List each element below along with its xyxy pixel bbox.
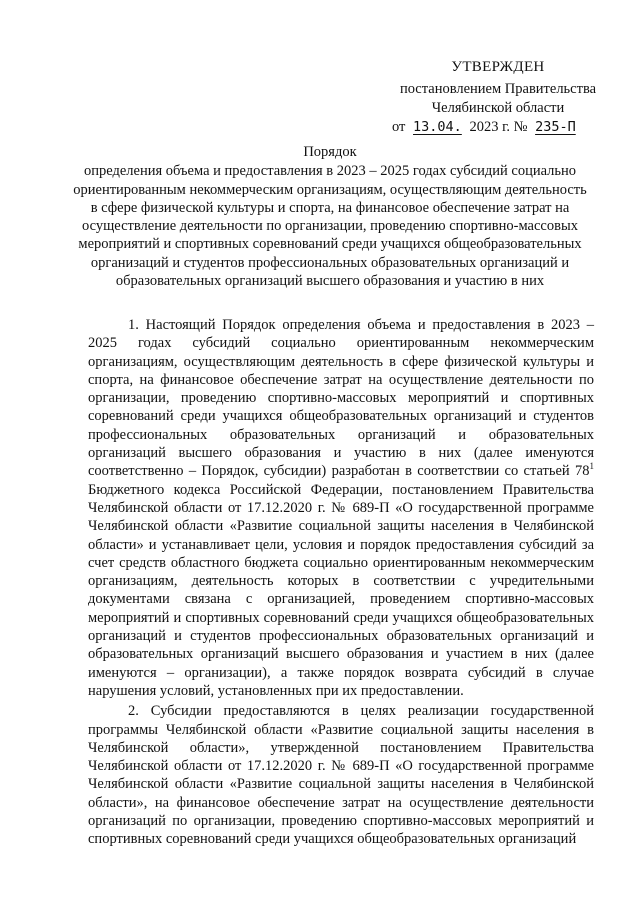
approval-date-number	[378, 118, 618, 137]
approval-line-2: Челябинской области	[431, 100, 565, 116]
paragraph-1-part-a: 1. Настоящий Порядок определения объема и предоставления в 2023 – 2025 годах субсидий социально ориентированным некоммерческим организациям, осуществляющим деятельность в сфере физической культуры и спорта, на финансовое обеспечение затрат на осуществление деятельности по организации, проведению спортивно-массовых мероприятий и спортивных соревнований среди учащихся общеобразовательных организаций и студентов профессиональных образовательных организаций и образовательных организаций высшего образования и участию в них (далее именуются соответственно – Порядок, субсидии) разработан в соответствии со статьей 78	[88, 317, 594, 480]
paragraph-1-part-b: Бюджетного кодекса Российской Федерации, постановлением Правительства Челябинской области от 17.12.2020 г. № 689-П «О государственной программе Челябинской области «Развитие социальной защиты населения в Челябинской области» и устанавливает цели, условия и порядок предоставления субсидий за счет средств областного бюджета социально ориентированным некоммерческим организациям, деятельность которых в соответствии с учредительными документами связана с организацией, проведением спортивно-массовых мероприятий и спортивных соревнований среди учащихся общеобразовательных организаций и студентов профессиональных образовательных организаций и образовательных организаций высшего образования и участием в них (далее именуются – организации), а также порядок возврата субсидий в случае нарушения условий, установленных при их предоставлении.	[88, 481, 594, 699]
paragraph-1	[88, 316, 594, 700]
approval-prefix: от	[392, 119, 406, 135]
title-heading: Порядок	[303, 144, 357, 160]
approval-stamp	[378, 58, 618, 137]
document-body	[88, 316, 594, 849]
approval-year: 2023 г. №	[469, 119, 528, 135]
footnote-superscript: 1	[589, 461, 594, 472]
paragraph-2: 2. Субсидии предоставляются в целях реализации государственной программы Челябинской области «Развитие социальной защиты населения в Челябинской области», утвержденной постановлением Правительства Челябинской области от 17.12.2020 г. № 689-П «О государственной программе Челябинской области «Развитие социальной защиты населения в Челябинской области», на финансовое обеспечение затрат на осуществление деятельности организаций по организации, проведению спортивно-массовых мероприятий и спортивных соревнований среди учащихся общеобразовательных организаций	[88, 703, 594, 848]
approval-title: УТВЕРЖДЕН	[451, 59, 545, 75]
approval-line-1: постановлением Правительства	[399, 81, 597, 97]
approval-number: 235-П	[535, 119, 576, 135]
title-subtitle: определения объема и предоставления в 2023 – 2025 годах субсидий социально ориентированным некоммерческим организациям, осуществляющим деятельность в сфере физической культуры и спорта, на финансовое обеспечение затрат на осуществление деятельности по организации, проведению спортивно-массовых мероприятий и спортивных соревнований среди учащихся общеобразовательных организаций и студентов профессиональных образовательных организаций и образовательных организаций высшего образования и участию в них	[73, 163, 587, 290]
document-title	[70, 143, 590, 290]
approval-date: 13.04.	[413, 119, 462, 135]
